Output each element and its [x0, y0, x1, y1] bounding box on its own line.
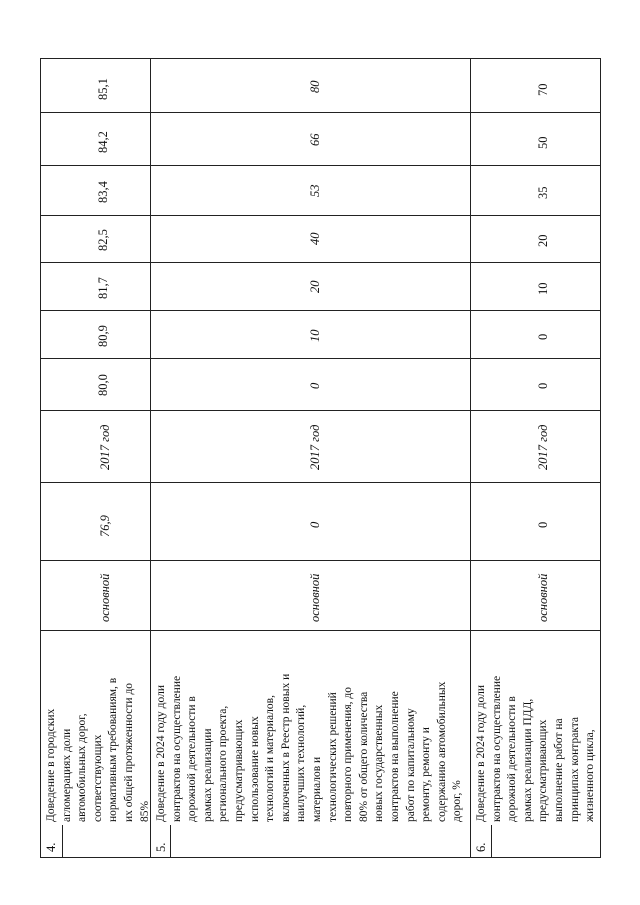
row-number: 4. [44, 842, 58, 852]
description-line: выполнение работ на [552, 718, 565, 822]
description-line: контрактов на осуществление [170, 675, 183, 822]
table-border-right [600, 58, 601, 858]
description-line: Доведение в 2024 году доли [155, 684, 167, 822]
column-separator [40, 482, 601, 483]
description-line: новых государственных [373, 704, 386, 822]
description-line: повторного применения, до [342, 686, 355, 822]
description-line: наилучших технологий, [295, 704, 308, 822]
base-value: 0 [308, 521, 322, 528]
value-cell: 40 [308, 232, 322, 245]
row-number: 6. [474, 842, 488, 852]
description-line: работ по капитальному [404, 708, 417, 822]
description-line: дорожной деятельности в [186, 696, 199, 822]
number-column-separator [170, 825, 171, 858]
description-line: контрактов на выполнение [388, 691, 401, 822]
value-cell: 0 [536, 333, 550, 340]
value-cell: 20 [308, 280, 322, 293]
value-cell: 10 [308, 329, 322, 342]
description-line: 80% от общего количества [357, 691, 370, 822]
base-year: 2017 год [536, 424, 550, 470]
table-border-bottom [40, 857, 601, 858]
base-year: 2017 год [98, 424, 112, 470]
description-line: технологий и материалов, [264, 695, 277, 822]
description-line: регионального проекта, [217, 705, 230, 822]
description-line: содержанию автомобильных [435, 681, 448, 822]
description-line: соответствующих [91, 734, 104, 822]
description-line: включенных в Реестр новых и [279, 673, 292, 822]
table-border-left [40, 58, 41, 858]
description-line: использование новых [248, 716, 261, 822]
description-line: нормативным требованиям, в [107, 677, 120, 822]
column-separator [40, 310, 601, 311]
row-separator [470, 58, 471, 858]
description-line: предусматривающих [537, 719, 550, 822]
description-line: технологических решений [326, 692, 339, 822]
value-cell: 53 [308, 184, 322, 197]
indicator-type: основной [308, 573, 322, 622]
value-cell: 80,9 [96, 325, 110, 347]
description-line: принципах контракта [568, 716, 581, 822]
indicator-type: основной [98, 573, 112, 622]
value-cell: 84,2 [96, 131, 110, 153]
row-number: 5. [154, 842, 168, 852]
value-cell: 66 [308, 133, 322, 146]
indicator-type: основной [536, 573, 550, 622]
base-value: 0 [536, 521, 550, 528]
number-column-separator [491, 825, 492, 858]
value-cell: 0 [536, 382, 550, 389]
value-cell: 85,1 [96, 78, 110, 100]
description-line: ремонту, ремонту и [420, 727, 433, 822]
description-line: Доведение в 2024 году доли [475, 684, 487, 822]
column-separator [40, 630, 601, 631]
description-line: рамках реализации [201, 728, 214, 822]
description-line: дорожной деятельности в [506, 696, 519, 822]
value-cell: 70 [536, 83, 550, 96]
value-cell: 20 [536, 234, 550, 247]
row-description [154, 674, 466, 822]
column-separator [40, 165, 601, 166]
row-description [44, 678, 153, 822]
row-description [474, 676, 599, 822]
description-line: предусматривающих [232, 719, 245, 822]
description-line: 85% [138, 800, 151, 822]
value-cell: 81,7 [96, 277, 110, 299]
value-cell: 80,0 [96, 374, 110, 396]
description-line: агломерациях доли [60, 728, 73, 822]
column-separator [40, 410, 601, 411]
value-cell: 82,5 [96, 229, 110, 251]
value-cell: 83,4 [96, 181, 110, 203]
base-value: 76,9 [98, 515, 112, 537]
description-line: их общей протяженности до [122, 682, 135, 822]
column-separator [40, 215, 601, 216]
description-line: рамках реализации ПДД, [521, 698, 534, 822]
column-separator [40, 560, 601, 561]
description-line: контрактов на осуществление [490, 675, 503, 822]
value-cell: 10 [536, 282, 550, 295]
column-separator [40, 358, 601, 359]
value-cell: 35 [536, 186, 550, 199]
base-year: 2017 год [308, 424, 322, 470]
column-separator [40, 262, 601, 263]
value-cell: 50 [536, 136, 550, 149]
table-border-top [40, 58, 601, 59]
value-cell: 80 [308, 80, 322, 93]
description-line: автомобильных дорог, [76, 713, 89, 822]
column-separator [40, 112, 601, 113]
description-line: материалов и [310, 756, 323, 822]
description-line: жизненного цикла, [584, 729, 597, 822]
value-cell: 0 [308, 382, 322, 389]
description-line: дорог, % [451, 780, 464, 822]
number-column-separator [62, 825, 63, 858]
description-line: Доведение в городских [45, 708, 57, 822]
